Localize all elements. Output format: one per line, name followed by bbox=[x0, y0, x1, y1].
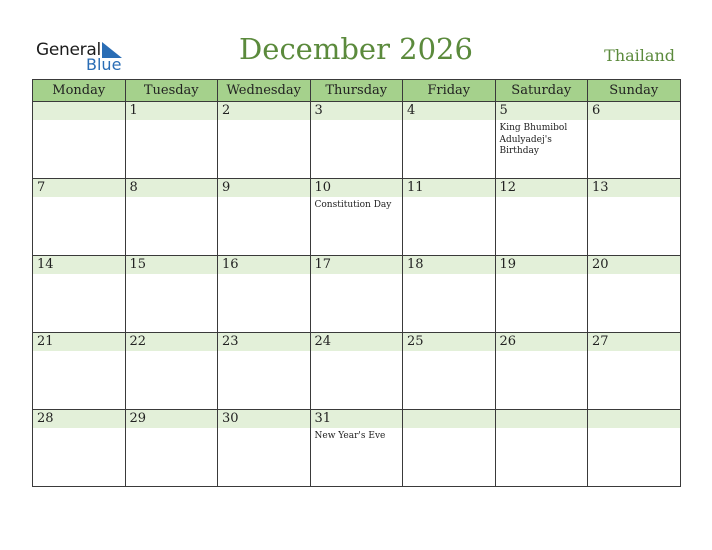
day-number: 30 bbox=[222, 411, 239, 426]
day-number: 6 bbox=[592, 103, 601, 118]
day-cell bbox=[588, 333, 681, 410]
day-number: 1 bbox=[129, 103, 138, 118]
holiday-label: Constitution Day bbox=[314, 200, 392, 210]
day-number: 28 bbox=[37, 411, 54, 426]
day-number-band bbox=[496, 102, 588, 120]
day-cell bbox=[588, 179, 681, 256]
day-cell bbox=[310, 333, 403, 410]
day-number: 3 bbox=[314, 103, 323, 118]
day-number: 12 bbox=[499, 180, 517, 195]
day-cell bbox=[403, 179, 496, 256]
day-cell bbox=[495, 179, 588, 256]
day-number: 20 bbox=[592, 257, 609, 272]
day-number: 16 bbox=[222, 257, 239, 272]
day-number: 24 bbox=[314, 334, 332, 349]
week-row bbox=[33, 102, 681, 179]
weekday-header: Tuesday bbox=[125, 80, 218, 102]
weekday-header: Thursday bbox=[310, 80, 403, 102]
day-number: 19 bbox=[499, 257, 517, 272]
day-cell bbox=[218, 410, 311, 487]
day-cell bbox=[125, 410, 218, 487]
day-cell bbox=[495, 333, 588, 410]
day-number-band bbox=[496, 410, 588, 428]
day-number: 14 bbox=[37, 257, 54, 272]
day-cell bbox=[218, 333, 311, 410]
day-cell bbox=[403, 256, 496, 333]
day-cell bbox=[218, 256, 311, 333]
week-row bbox=[33, 333, 681, 410]
day-cell bbox=[310, 179, 403, 256]
day-cell bbox=[33, 333, 126, 410]
day-number: 8 bbox=[129, 180, 138, 195]
day-cell bbox=[125, 256, 218, 333]
weekday-header: Wednesday bbox=[218, 80, 311, 102]
day-number: 25 bbox=[407, 334, 424, 349]
day-number: 13 bbox=[592, 180, 609, 195]
day-cell bbox=[403, 102, 496, 179]
holiday-label: King Bhumibol Adulyadej's Birthday bbox=[499, 123, 568, 156]
day-number: 15 bbox=[129, 257, 147, 272]
day-cell bbox=[588, 102, 681, 179]
day-cell bbox=[403, 333, 496, 410]
day-number-band bbox=[218, 102, 310, 120]
day-cell bbox=[495, 102, 588, 179]
weekday-header-row bbox=[33, 80, 681, 102]
day-number: 9 bbox=[222, 180, 231, 195]
logo-blue-text: Blue bbox=[86, 55, 122, 74]
weekday-header: Sunday bbox=[588, 80, 681, 102]
day-number: 11 bbox=[407, 180, 424, 195]
day-cell bbox=[33, 410, 126, 487]
day-number-band bbox=[33, 179, 125, 197]
day-number-band bbox=[311, 102, 403, 120]
day-cell bbox=[588, 256, 681, 333]
day-number: 29 bbox=[129, 411, 147, 426]
weekday-header: Saturday bbox=[495, 80, 588, 102]
day-cell bbox=[125, 102, 218, 179]
day-number-band bbox=[126, 179, 218, 197]
day-number: 5 bbox=[499, 103, 508, 118]
week-row bbox=[33, 179, 681, 256]
empty-day-cell bbox=[588, 410, 681, 487]
day-number: 18 bbox=[407, 257, 424, 272]
logo-general-text: General bbox=[36, 40, 101, 60]
country-label: Thailand bbox=[604, 46, 675, 65]
day-number-band bbox=[403, 410, 495, 428]
day-cell bbox=[125, 179, 218, 256]
empty-day-cell bbox=[403, 410, 496, 487]
week-row bbox=[33, 256, 681, 333]
day-number: 23 bbox=[222, 334, 239, 349]
day-number-band bbox=[33, 102, 125, 120]
holiday-label: New Year's Eve bbox=[314, 431, 386, 441]
week-row bbox=[33, 410, 681, 487]
day-number-band bbox=[588, 102, 680, 120]
day-number: 31 bbox=[314, 411, 332, 426]
day-number-band bbox=[403, 102, 495, 120]
day-number: 17 bbox=[314, 257, 332, 272]
day-number: 2 bbox=[222, 103, 231, 118]
day-cell bbox=[33, 256, 126, 333]
day-cell bbox=[310, 102, 403, 179]
day-number-band bbox=[126, 102, 218, 120]
day-number: 21 bbox=[37, 334, 54, 349]
day-number-band bbox=[588, 410, 680, 428]
day-cell bbox=[218, 179, 311, 256]
calendar-title: December 2026 bbox=[239, 32, 473, 66]
day-cell bbox=[495, 256, 588, 333]
empty-day-cell bbox=[33, 102, 126, 179]
day-number: 7 bbox=[37, 180, 46, 195]
day-number: 27 bbox=[592, 334, 609, 349]
day-number: 26 bbox=[499, 334, 517, 349]
weekday-header: Friday bbox=[403, 80, 496, 102]
calendar-grid bbox=[32, 79, 681, 487]
day-number: 22 bbox=[129, 334, 147, 349]
empty-day-cell bbox=[495, 410, 588, 487]
day-cell bbox=[310, 256, 403, 333]
day-cell bbox=[218, 102, 311, 179]
day-number-band bbox=[218, 179, 310, 197]
day-cell bbox=[310, 410, 403, 487]
day-cell bbox=[125, 333, 218, 410]
day-number: 4 bbox=[407, 103, 416, 118]
day-cell bbox=[33, 179, 126, 256]
weekday-header: Monday bbox=[33, 80, 126, 102]
day-number: 10 bbox=[314, 180, 332, 195]
